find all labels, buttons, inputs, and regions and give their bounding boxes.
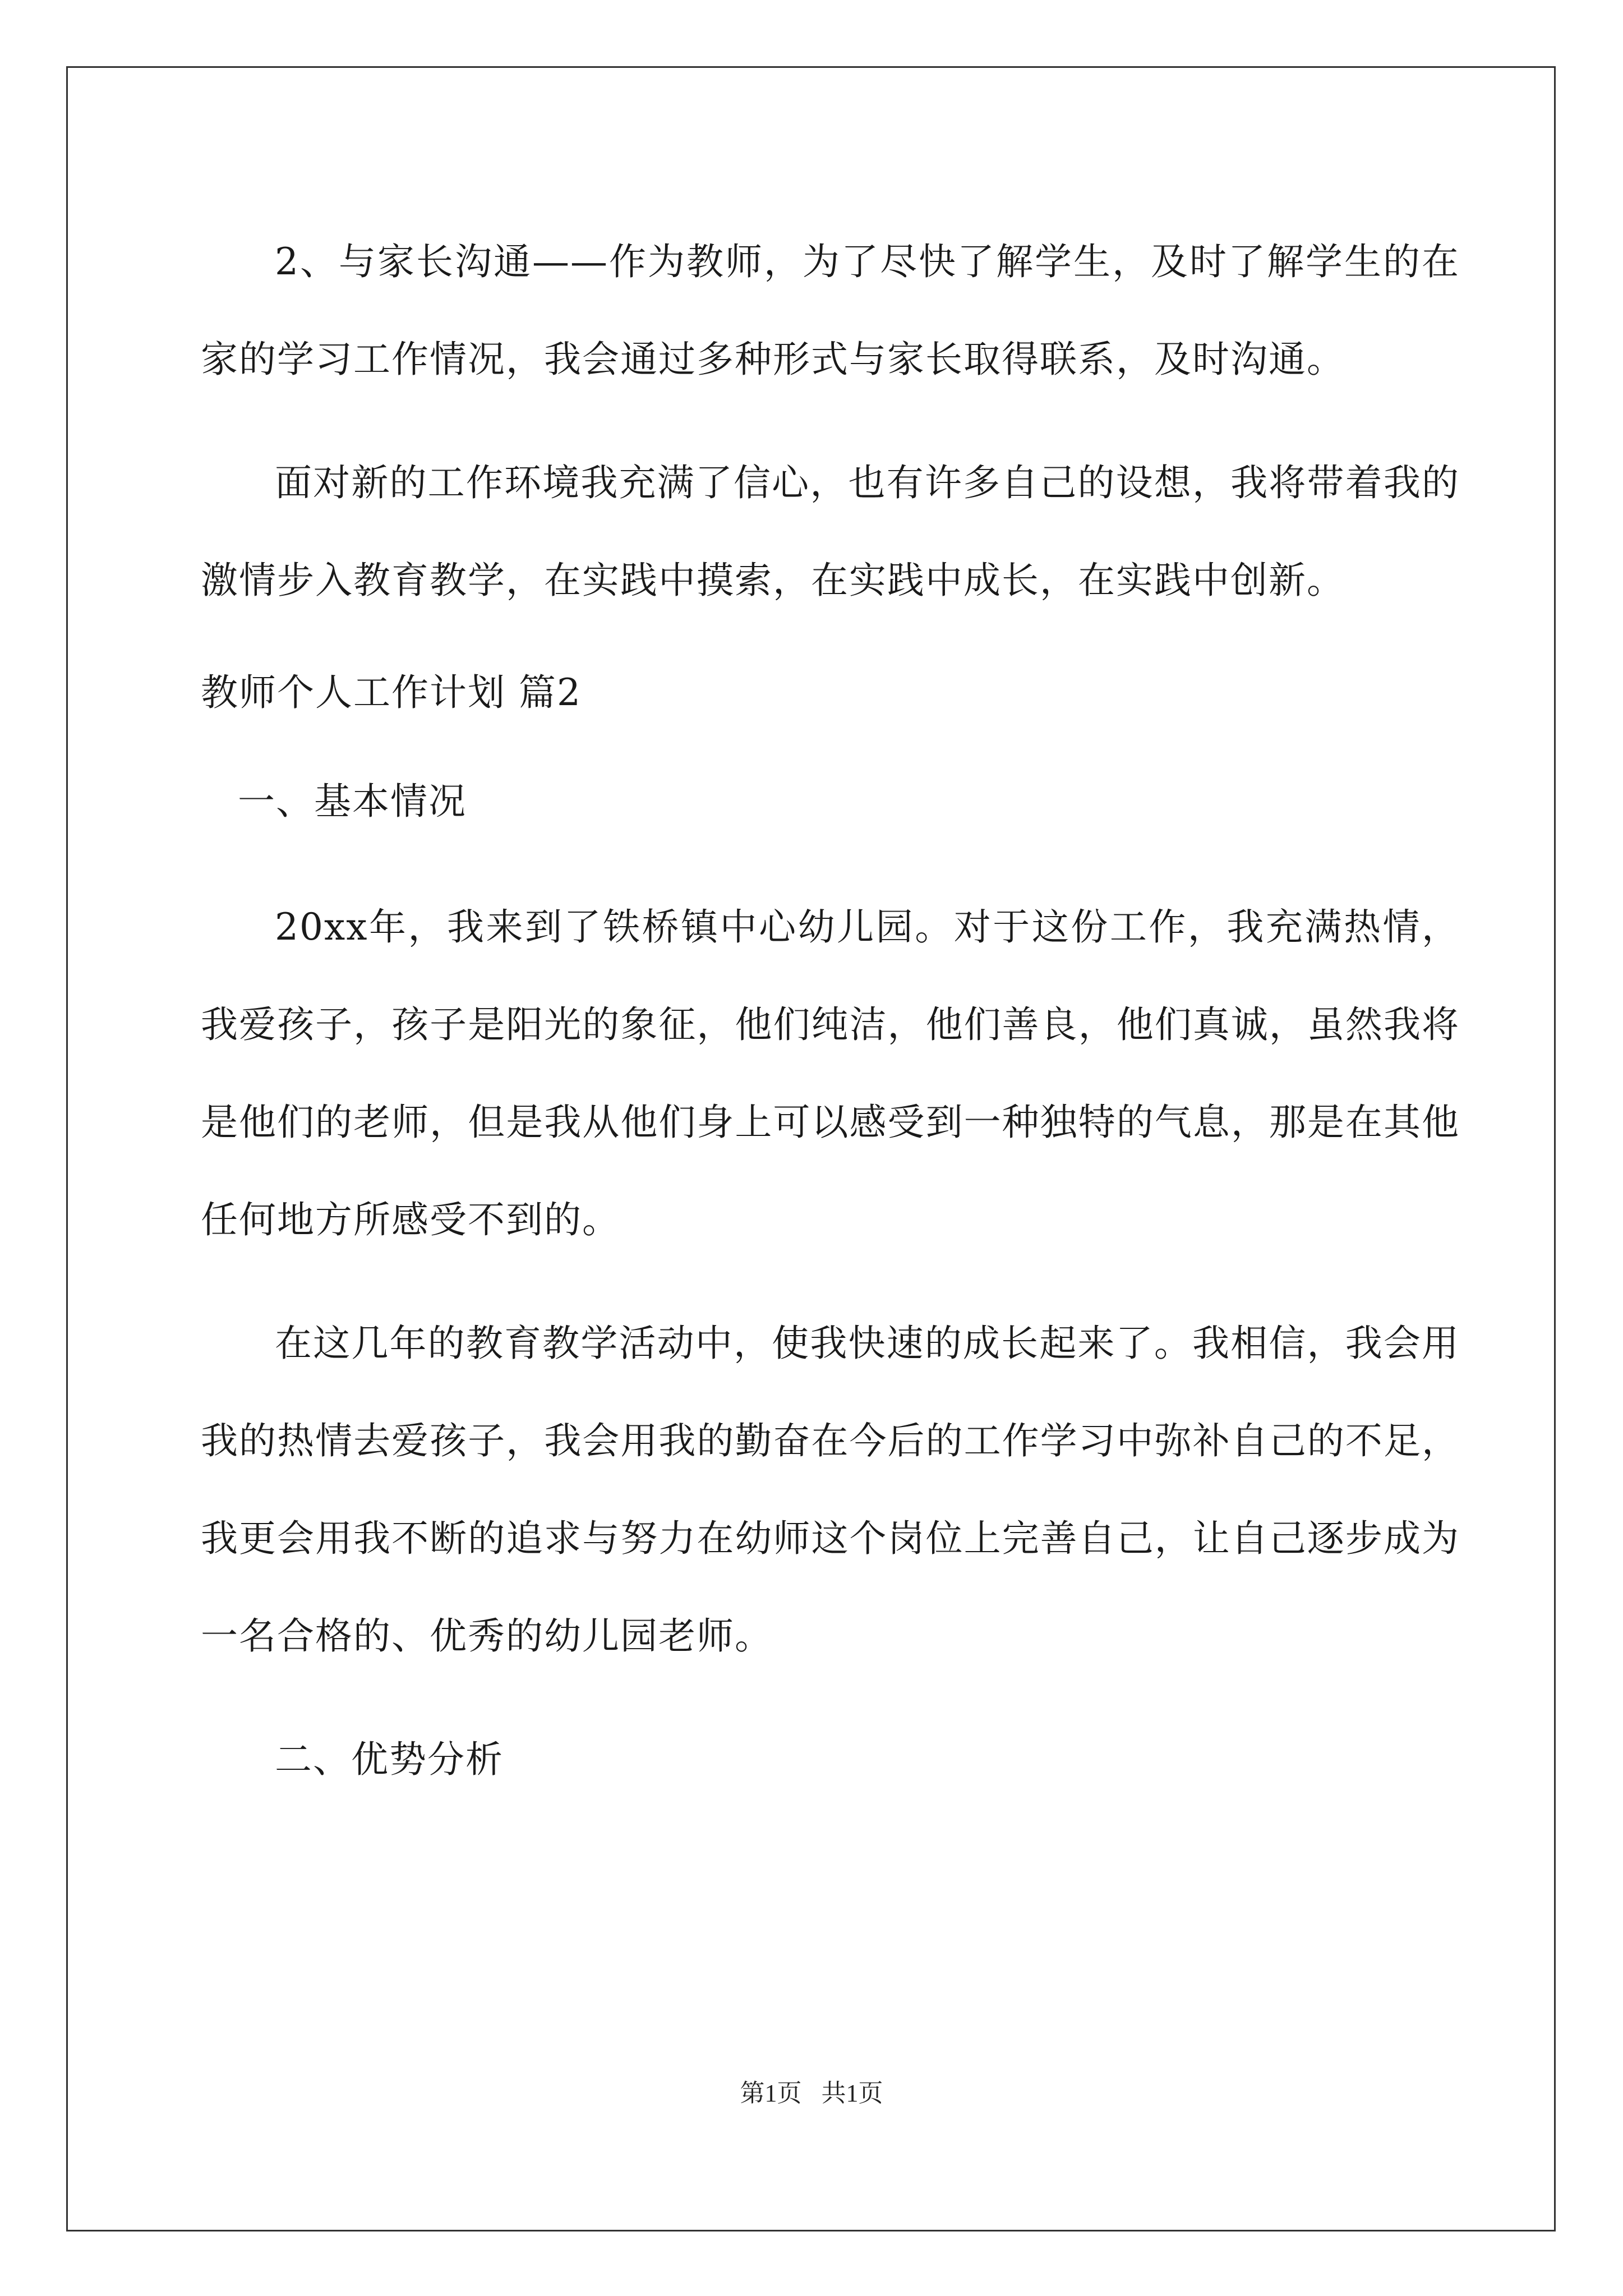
- paragraph-confidence: 面对新的工作环境我充满了信心，也有许多自己的设想，我将带着我的激情步入教育教学，在实践中摸索，在实践中成长，在实践中创新。: [201, 461, 1460, 602]
- paragraph-kindergarten-intro: 20xx年，我来到了铁桥镇中心幼儿园。对于这份工作，我充满热情，我爱孩子，孩子是阳光的象征，他们纯洁，他们善良，他们真诚，虽然我将是他们的老师，但是我从他们身上可以感受到一种独特的气息，那是在其他任何地方所感受不到的。: [201, 905, 1460, 1241]
- page-footer: [0, 2073, 1623, 2109]
- article-title: 教师个人工作计划 篇2: [201, 671, 582, 714]
- page-number-current: 第1页: [740, 2079, 802, 2107]
- section-heading-advantages: 二、优势分析: [275, 1738, 504, 1781]
- page-number-total: 共1页: [821, 2079, 883, 2107]
- paragraph-parent-communication: 2、与家长沟通——作为教师，为了尽快了解学生，及时了解学生的在家的学习工作情况，我会通过多种形式与家长取得联系，及时沟通。: [201, 240, 1460, 381]
- document-body: [201, 213, 1460, 1809]
- section-heading-basic-situation: 一、基本情况: [238, 780, 467, 823]
- paragraph-growth: 在这几年的教育教学活动中，使我快速的成长起来了。我相信，我会用我的热情去爱孩子，我会用我的勤奋在今后的工作学习中弥补自己的不足，我更会用我不断的追求与努力在幼师这个岗位上完善自己，让自己逐步成为一名合格的、优秀的幼儿园老师。: [201, 1322, 1460, 1658]
